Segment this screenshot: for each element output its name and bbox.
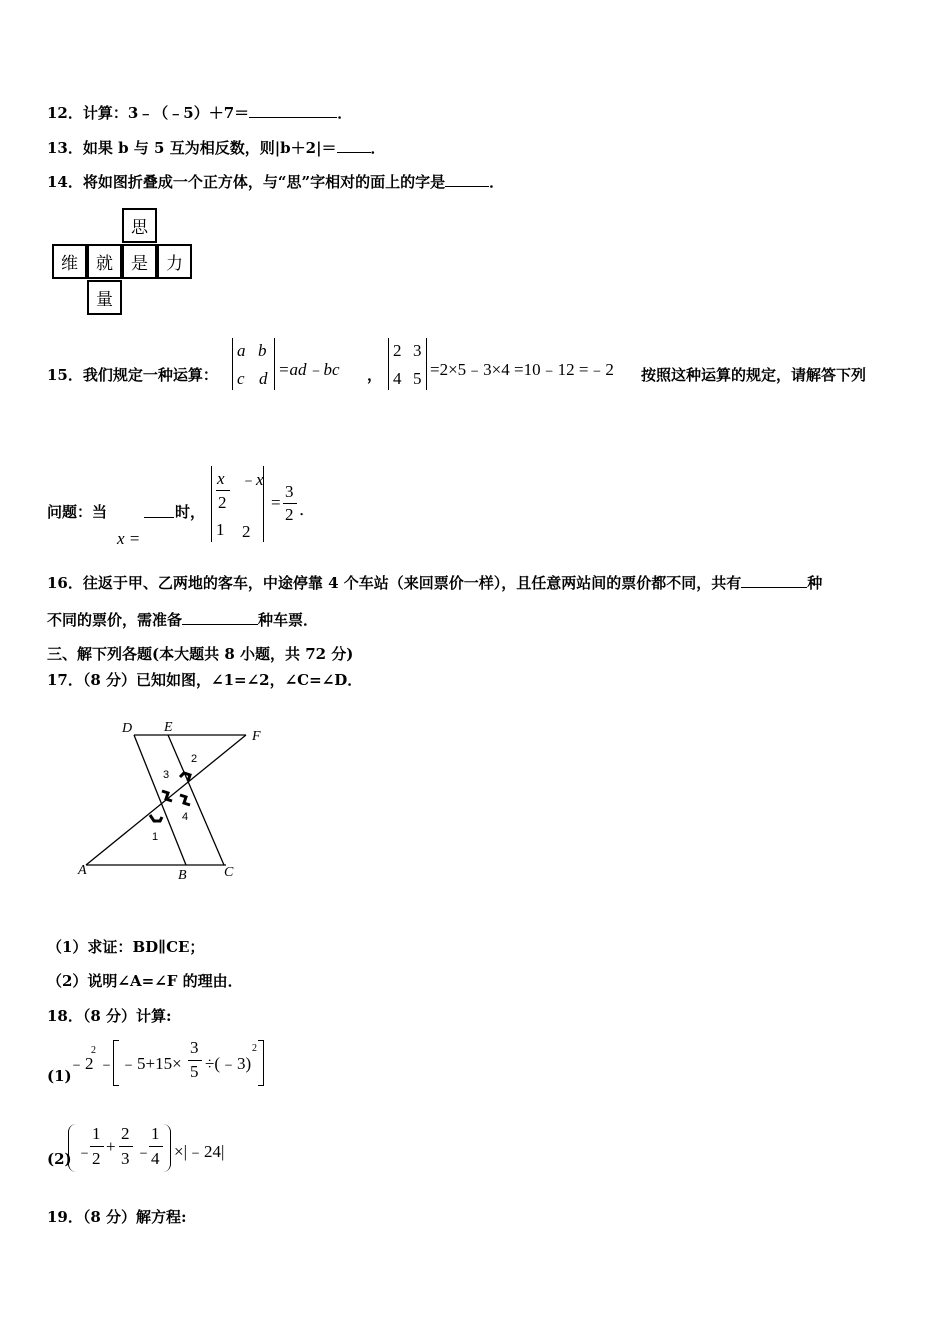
p1-exp2: 2: [252, 1043, 257, 1054]
m-1: 1: [216, 520, 225, 539]
net-cell-wei: 维: [52, 244, 87, 279]
angle-mark-1: [150, 815, 162, 821]
det-bar-left: [211, 466, 212, 542]
q17-sub1: （1）求证：BD∥CE；: [47, 938, 205, 956]
ex-result: =2×5﹣3×4 =10﹣12 =﹣2: [430, 360, 614, 379]
p2-tail: ×|﹣24|: [174, 1142, 225, 1161]
det-bar-left: [388, 338, 389, 390]
q15-line2-a: 问题：当: [47, 503, 108, 521]
angle-mark-2: [180, 773, 190, 781]
q16-line1-tail: 种: [807, 574, 823, 592]
p1-d: ÷(﹣3): [205, 1054, 252, 1073]
m-neg-x: ﹣x: [239, 470, 264, 489]
q16-line2: 不同的票价，需准备: [47, 611, 183, 629]
det-formula: =ad﹣bc: [278, 360, 340, 379]
q16-line1: 16．往返于甲、乙两地的客车，中途停靠 4 个车站（来回票价一样），且任意两站间的票价都不同，共有: [47, 574, 742, 592]
p2-minus1: ﹣: [76, 1142, 93, 1161]
p1-b: ﹣: [98, 1054, 115, 1073]
question-13: [47, 138, 386, 158]
ex-d: 5: [413, 369, 422, 388]
m-2b: 2: [242, 522, 251, 541]
q16-line2-tail: 种车票．: [258, 611, 319, 629]
r-num: 3: [285, 482, 294, 501]
det-a: a: [237, 341, 246, 360]
angle-mark-4: [180, 795, 190, 805]
label-1: 1: [152, 831, 159, 843]
q12-tail: ．: [337, 104, 353, 122]
r-den: 2: [285, 505, 294, 524]
p2-d2: 3: [121, 1149, 130, 1168]
question-18: 18．（8 分）计算:: [47, 1007, 172, 1025]
p1-c: ﹣5+15×: [120, 1054, 182, 1073]
part-2-label: (2): [47, 1150, 72, 1168]
p2-n2: 2: [121, 1124, 130, 1143]
answer-blank: [249, 103, 337, 118]
p2-d1: 2: [92, 1149, 101, 1168]
q15-line2-b: 时，: [175, 503, 206, 521]
det-bar-left: [232, 338, 233, 390]
fraction-bar: [188, 1060, 202, 1061]
det-c: c: [237, 369, 245, 388]
det-bar-right: [426, 338, 427, 390]
net-cell-li: 力: [157, 244, 192, 279]
geometry-figure: [76, 715, 276, 885]
ex-c: 4: [393, 369, 402, 388]
net-cell-jiu: 就: [87, 244, 122, 279]
ex-b: 3: [413, 341, 422, 360]
section-3-heading: 三、解下列各题(本大题共 8 小题，共 72 分): [47, 645, 354, 663]
label-3: 3: [163, 769, 170, 781]
p1-den: 5: [190, 1062, 199, 1081]
det-b: b: [258, 341, 267, 360]
label-D: D: [122, 721, 133, 736]
label-B: B: [178, 868, 187, 883]
label-4: 4: [182, 811, 189, 823]
net-cell-shi: 是: [122, 244, 157, 279]
question-12: [47, 103, 352, 123]
fraction-bar: [90, 1146, 104, 1147]
ex-a: 2: [393, 341, 402, 360]
fraction-bar: [283, 503, 297, 504]
p2-n3: 1: [151, 1124, 160, 1143]
x-equals: x =: [117, 529, 141, 548]
q13-text: 13．如果 b 与 5 互为相反数，则|b＋2|＝: [47, 139, 337, 157]
answer-blank: [741, 573, 807, 588]
fraction-bar: [119, 1146, 133, 1147]
q13-tail: ．: [370, 139, 386, 157]
q15-tail: 按照这种运算的规定，请解答下列: [641, 366, 867, 384]
answer-blank: [144, 503, 174, 518]
r-dot: ．: [299, 500, 316, 519]
det-bar-right: [274, 338, 275, 390]
right-paren: [162, 1124, 171, 1172]
p2-minus2: ﹣: [135, 1142, 152, 1161]
p2-d3: 4: [151, 1149, 160, 1168]
p1-exp: 2: [91, 1045, 96, 1056]
p2-plus: +: [106, 1137, 116, 1156]
m-2: 2: [218, 493, 227, 512]
p2-n1: 1: [92, 1124, 101, 1143]
left-bracket: [113, 1040, 119, 1086]
fraction-bar: [216, 490, 230, 491]
answer-blank: [445, 172, 489, 187]
net-cell-si: 思: [122, 208, 157, 243]
q12-text: 12．计算：3﹣（﹣5）＋7＝: [47, 104, 250, 122]
label-E: E: [164, 720, 173, 735]
q14-text: 14．将如图折叠成一个正方体，与“思”字相对的面上的字是: [47, 173, 446, 191]
question-17: 17．（8 分）已知如图，∠1=∠2，∠C=∠D．: [47, 671, 363, 689]
part-1-label: (1): [47, 1067, 72, 1085]
answer-blank: [182, 610, 258, 625]
question-16-line2: [47, 610, 318, 630]
m-x: x: [217, 469, 225, 488]
label-F: F: [252, 729, 261, 744]
net-cell-liang: 量: [87, 280, 122, 315]
r-eq: =: [271, 493, 281, 512]
q15-comma: ，: [367, 366, 383, 384]
det-d: d: [259, 369, 268, 388]
question-19: 19．（8 分）解方程:: [47, 1208, 187, 1226]
q14-tail: ．: [489, 173, 505, 191]
q15-lead: 15．我们规定一种运算：: [47, 366, 218, 384]
question-14: [47, 172, 504, 192]
fraction-bar: [149, 1146, 163, 1147]
question-16-line1: [47, 573, 822, 593]
label-A: A: [78, 863, 87, 878]
right-bracket: [258, 1040, 264, 1086]
p1-a: ﹣2: [68, 1054, 94, 1073]
answer-blank: [337, 138, 371, 153]
label-2: 2: [191, 753, 198, 765]
label-C: C: [224, 865, 234, 880]
line-DB: [134, 735, 189, 865]
p1-num: 3: [190, 1038, 199, 1057]
q17-sub2: （2）说明∠A=∠F 的理由．: [47, 972, 243, 990]
